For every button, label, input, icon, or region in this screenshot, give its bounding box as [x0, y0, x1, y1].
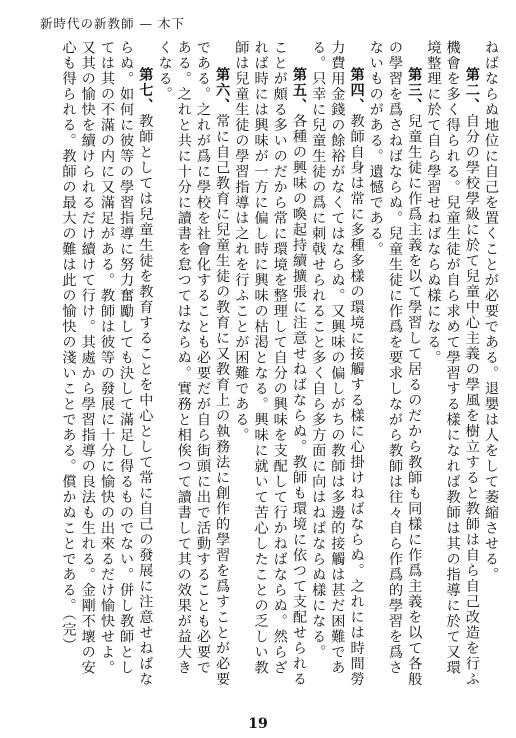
paragraph-text: 教師としては兒童生徒を教育することを中心として常に自己の發展に注意せねばならぬ。如何に彼等の學習指導に努力奮勵しても決して滿足し得るものでない。併し教師としては其の不滿の内に又滿足がある。教師は彼等の發展に十分に愉快の出來るだけ愉快せよ。又其の愉快を續けられるだけ續けて行け。其處から學習指導の良法も生れる。金剛不壞の安心も得られる。教師の最大の難は此の愉快の淺いことである。償かぬことである。（完）: [60, 40, 154, 687]
paragraph: [308, 40, 366, 690]
paragraph-heading: 第三、: [406, 66, 423, 114]
paragraph: [366, 40, 424, 690]
paragraph-heading: 第六、: [214, 66, 231, 114]
paragraph-text: 各種の興味の喚起持續擴張に注意せねばならぬ。教師も環境に依つて支配せられることが頗る多いのだから常に環境を整理して自分の興味を支配して行かねばならぬ。然らざれば時には興味が一方に偏し時に興味の枯渇となる。興味に就いて苦心したことの乏しい教師は兒童生徒の學習指導は之れを行ふことが困難である。: [233, 40, 307, 687]
paragraph-text: 兒童生徒に作爲主義を以て學習して居るのだから教師も同樣に作爲主義を以て各般の學習を爲さねばならぬ。兒童生徒に作爲を要求しながら教師は往々自ら作爲的學習を爲さないものがある。遺憾である。: [367, 40, 423, 687]
paragraph: [423, 40, 481, 690]
paragraph-heading: 第七、: [137, 66, 154, 114]
body-text: [20, 40, 500, 690]
paragraph: [481, 40, 500, 690]
paragraph: [231, 40, 308, 690]
paragraph: [154, 40, 231, 690]
paragraph-heading: 第二、: [463, 66, 480, 114]
running-header: 新時代の新教師 — 木下: [40, 16, 185, 31]
paragraph-text: ねばならぬ地位に自己を置くことが必要である。退嬰は人をして萎縮させる。: [483, 40, 499, 583]
paragraph-heading: 第四、: [348, 66, 365, 114]
page-number: 19: [248, 716, 268, 732]
paragraph: [58, 40, 154, 690]
paragraph-heading: 第五、: [290, 66, 307, 114]
paragraph-text: 教師自身は常に多種多樣の環境に接觸する樣に心掛けねばならぬ。之れには時間勞力費用金錢の餘裕がなくてはならぬ。又興味の偏しがちの教師は多邊的接觸は甚だ困難である。只幸に兒童生徒の爲に刺戟せられること多く自ら多方面に向はねばならぬ樣になる。: [310, 40, 365, 687]
paragraph-text: 常に自己教育に兒童生徒の教育に又教育上の執務法に創作的學習を爲すことが必要である。之れが爲に學校を社會化することも必要だが自ら街頭に出で活動することも必要である。之れと共に十分に讀書を怠つてはならぬ。實務と相俟つて讀書して其の效果が益大きくなる。: [156, 40, 231, 687]
paragraph-text: 自分の學校學級に於て兒童中心主義の學風を樹立すると教師は自ら自己改造を行ふ機會を多く得られる。兒童生徒が自ら求めて學習する樣になれば教師は其の指導に於て又環境整理に於て自ら學習せねばならぬ樣になる。: [425, 40, 480, 687]
